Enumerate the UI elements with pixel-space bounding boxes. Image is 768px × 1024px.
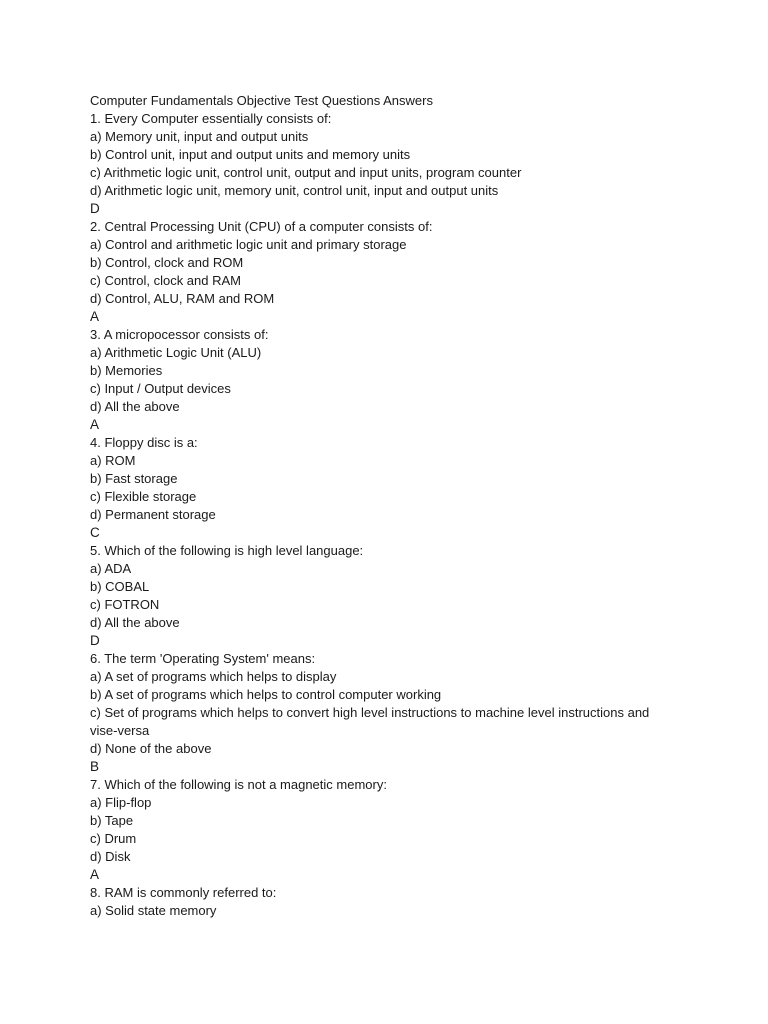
q5-answer: D	[90, 633, 100, 648]
q7-option-a: a) Flip-flop	[90, 795, 152, 810]
q3-option-a: a) Arithmetic Logic Unit (ALU)	[90, 345, 262, 360]
q4-option-c: c) Flexible storage	[90, 489, 197, 504]
question-6: 6. The term 'Operating System' means:	[90, 651, 316, 666]
q1-option-b: b) Control unit, input and output units and memory units	[90, 147, 411, 162]
q2-option-a: a) Control and arithmetic logic unit and primary storage	[90, 237, 407, 252]
q6-option-a: a) A set of programs which helps to display	[90, 669, 337, 684]
question-2: 2. Central Processing Unit (CPU) of a computer consists of:	[90, 219, 433, 234]
q6-option-c-continued: vise-versa	[90, 723, 150, 738]
document-text	[90, 92, 690, 920]
q4-option-d: d) Permanent storage	[90, 507, 216, 522]
question-7: 7. Which of the following is not a magnetic memory:	[90, 777, 387, 792]
q7-option-b: b) Tape	[90, 813, 134, 828]
q3-answer: A	[90, 417, 100, 432]
question-5: 5. Which of the following is high level language:	[90, 543, 364, 558]
question-1: 1. Every Computer essentially consists of:	[90, 111, 332, 126]
q8-option-a: a) Solid state memory	[90, 903, 217, 918]
q4-answer: C	[90, 525, 100, 540]
q6-option-b: b) A set of programs which helps to control computer working	[90, 687, 442, 702]
q1-option-a: a) Memory unit, input and output units	[90, 129, 309, 144]
q6-option-c: c) Set of programs which helps to convert high level instructions to machine level instructions and	[90, 705, 650, 720]
q3-option-c: c) Input / Output devices	[90, 381, 231, 396]
q4-option-b: b) Fast storage	[90, 471, 178, 486]
q6-answer: B	[90, 759, 100, 774]
q2-answer: A	[90, 309, 100, 324]
q7-answer: A	[90, 867, 100, 882]
q1-option-c: c) Arithmetic logic unit, control unit, output and input units, program counter	[90, 165, 522, 180]
q4-option-a: a) ROM	[90, 453, 136, 468]
question-4: 4. Floppy disc is a:	[90, 435, 198, 450]
q2-option-d: d) Control, ALU, RAM and ROM	[90, 291, 275, 306]
q1-answer: D	[90, 201, 100, 216]
q3-option-b: b) Memories	[90, 363, 163, 378]
q5-option-a: a) ADA	[90, 561, 132, 576]
document-title: Computer Fundamentals Objective Test Questions Answers	[90, 93, 433, 108]
q6-option-d: d) None of the above	[90, 741, 212, 756]
q7-option-c: c) Drum	[90, 831, 137, 846]
q1-option-d: d) Arithmetic logic unit, memory unit, control unit, input and output units	[90, 183, 499, 198]
q2-option-c: c) Control, clock and RAM	[90, 273, 241, 288]
q5-option-c: c) FOTRON	[90, 597, 160, 612]
q2-option-b: b) Control, clock and ROM	[90, 255, 244, 270]
q5-option-d: d) All the above	[90, 615, 180, 630]
q7-option-d: d) Disk	[90, 849, 131, 864]
question-3: 3. A micropocessor consists of:	[90, 327, 269, 342]
q3-option-d: d) All the above	[90, 399, 180, 414]
q5-option-b: b) COBAL	[90, 579, 150, 594]
question-8: 8. RAM is commonly referred to:	[90, 885, 277, 900]
